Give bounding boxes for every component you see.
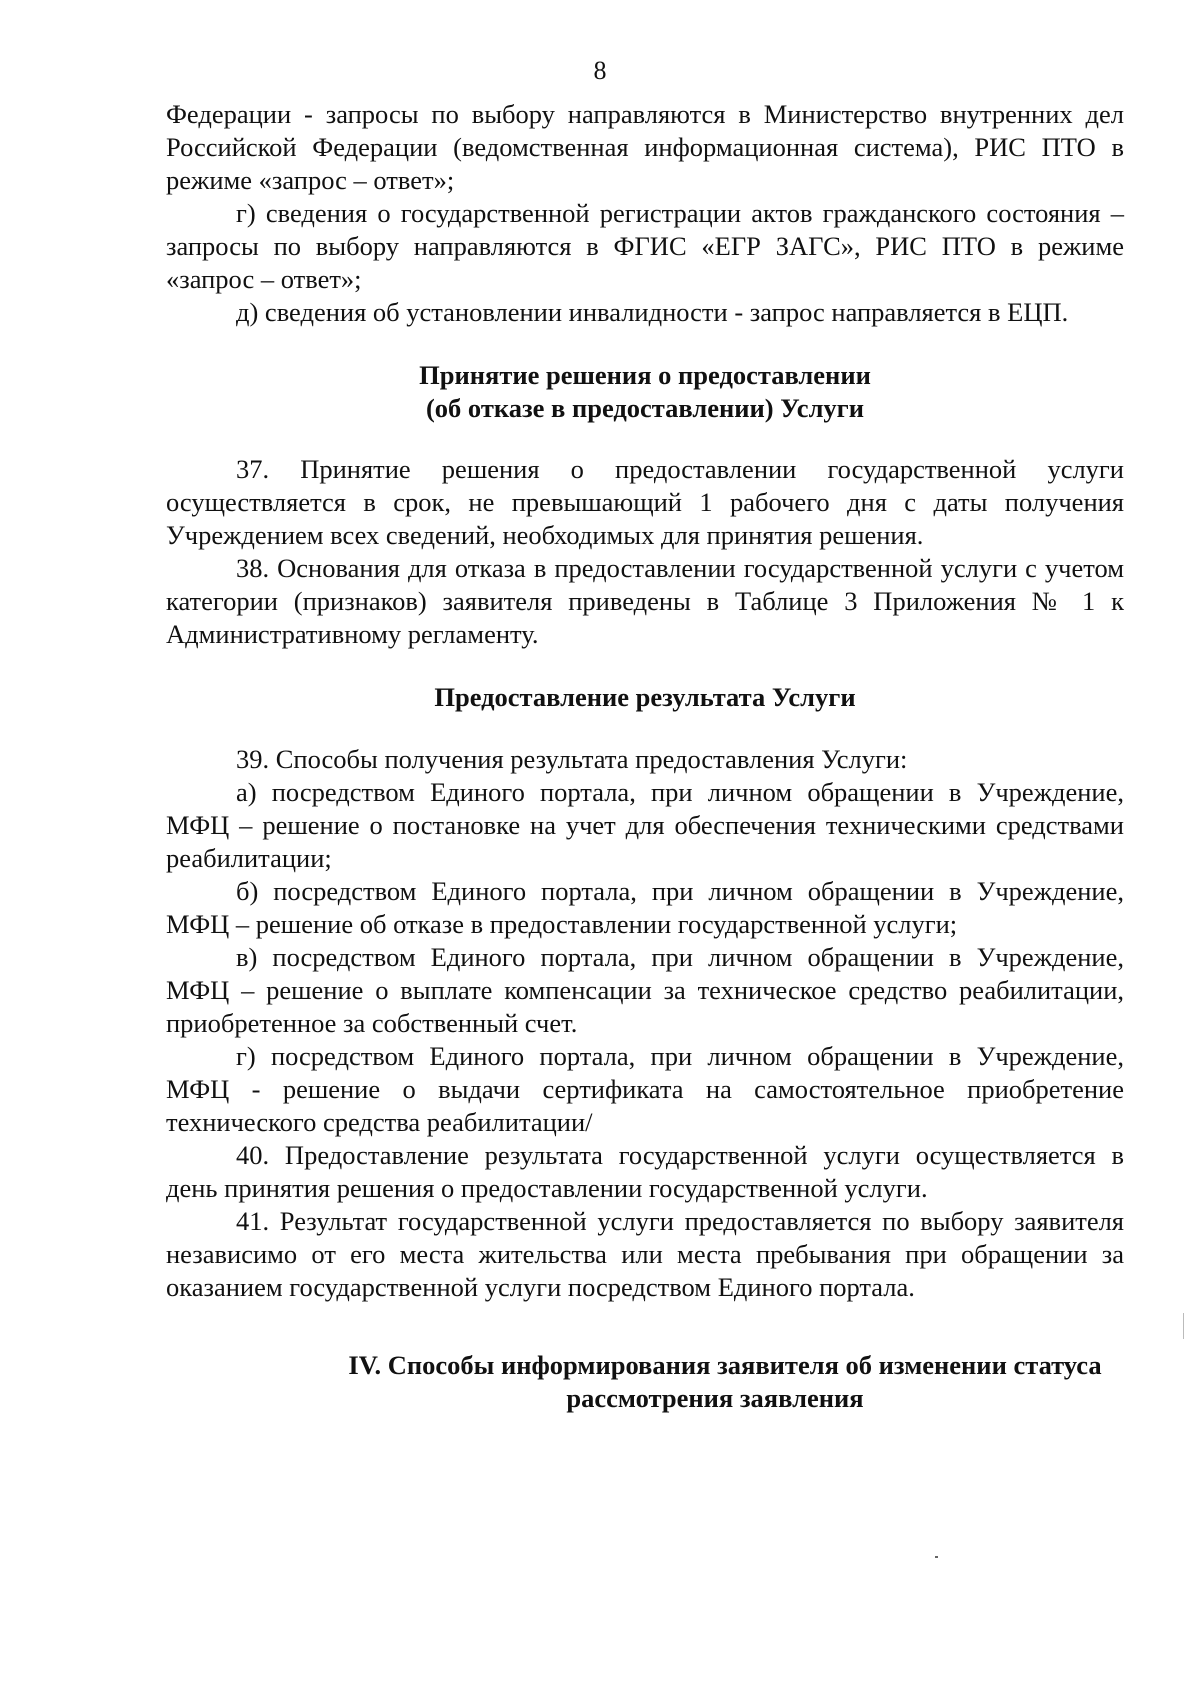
paragraph-40: 40. Предоставление результата государственной услуги осуществляется в день принятия решения о предоставлении государственной услуги. [166, 1140, 1124, 1203]
paragraph-item-g: г) сведения о государственной регистрации актов гражданского состояния – запросы по выбору направляются в ФГИС «ЕГР ЗАГС», РИС ПТО в режиме «запрос – ответ»; [166, 198, 1124, 294]
heading-decision [166, 359, 1124, 425]
paragraph-item-d: д) сведения об установлении инвалидности - запрос направляется в ЕЦП. [236, 297, 1069, 327]
scan-margin-mark [1183, 1313, 1184, 1339]
paragraph-37: 37. Принятие решения о предоставлении государственной услуги осуществляется в срок, не превышающий 1 рабочего дня с даты получения Учреждением всех сведений, необходимых для принятия решения. [166, 454, 1124, 550]
heading-section-4-line1: IV. Способы информирования заявителя об изменении статуса [348, 1350, 1102, 1380]
document-body [166, 98, 1124, 1415]
heading-decision-line1: Принятие решения о предоставлении [419, 360, 871, 390]
heading-decision-line2: (об отказе в предоставлении) Услуги [425, 393, 864, 423]
heading-section-4-line2: рассмотрения заявления [566, 1383, 864, 1413]
paragraph-39-g: г) посредством Единого портала, при личном обращении в Учреждение, МФЦ - решение о выдачи сертификата на самостоятельное приобретение технического средства реабилитации/ [166, 1041, 1124, 1137]
paragraph-39-b: б) посредством Единого портала, при личном обращении в Учреждение, МФЦ – решение об отказе в предоставлении государственной услуги; [166, 876, 1124, 939]
page-number: 8 [593, 56, 607, 85]
paragraph-39-a: а) посредством Единого портала, при личном обращении в Учреждение, МФЦ – решение о постановке на учет для обеспечения техническими средствами реабилитации; [166, 777, 1124, 873]
heading-result [166, 681, 1124, 714]
paragraph-41: 41. Результат государственной услуги предоставляется по выбору заявителя независимо от его места жительства или места пребывания при обращении за оказанием государственной услуги посредством Единого портала. [166, 1206, 1124, 1302]
paragraph-39: 39. Способы получения результата предоставления Услуги: [236, 744, 908, 774]
heading-section-4 [166, 1349, 1124, 1415]
paragraph-continuation: Федерации - запросы по выбору направляются в Министерство внутренних дел Российской Федерации (ведомственная информационная система), РИС ПТО в режиме «запрос – ответ»; [166, 99, 1124, 195]
paragraph-38: 38. Основания для отказа в предоставлении государственной услуги с учетом категории (признаков) заявителя приведены в Таблице 3 Приложения № 1 к Административному регламенту. [166, 553, 1124, 649]
paragraph-39-v: в) посредством Единого портала, при личном обращении в Учреждение, МФЦ – решение о выплате компенсации за техническое средство реабилитации, приобретенное за собственный счет. [166, 942, 1124, 1038]
heading-result-text: Предоставление результата Услуги [434, 682, 856, 712]
scan-speck [935, 1556, 938, 1558]
